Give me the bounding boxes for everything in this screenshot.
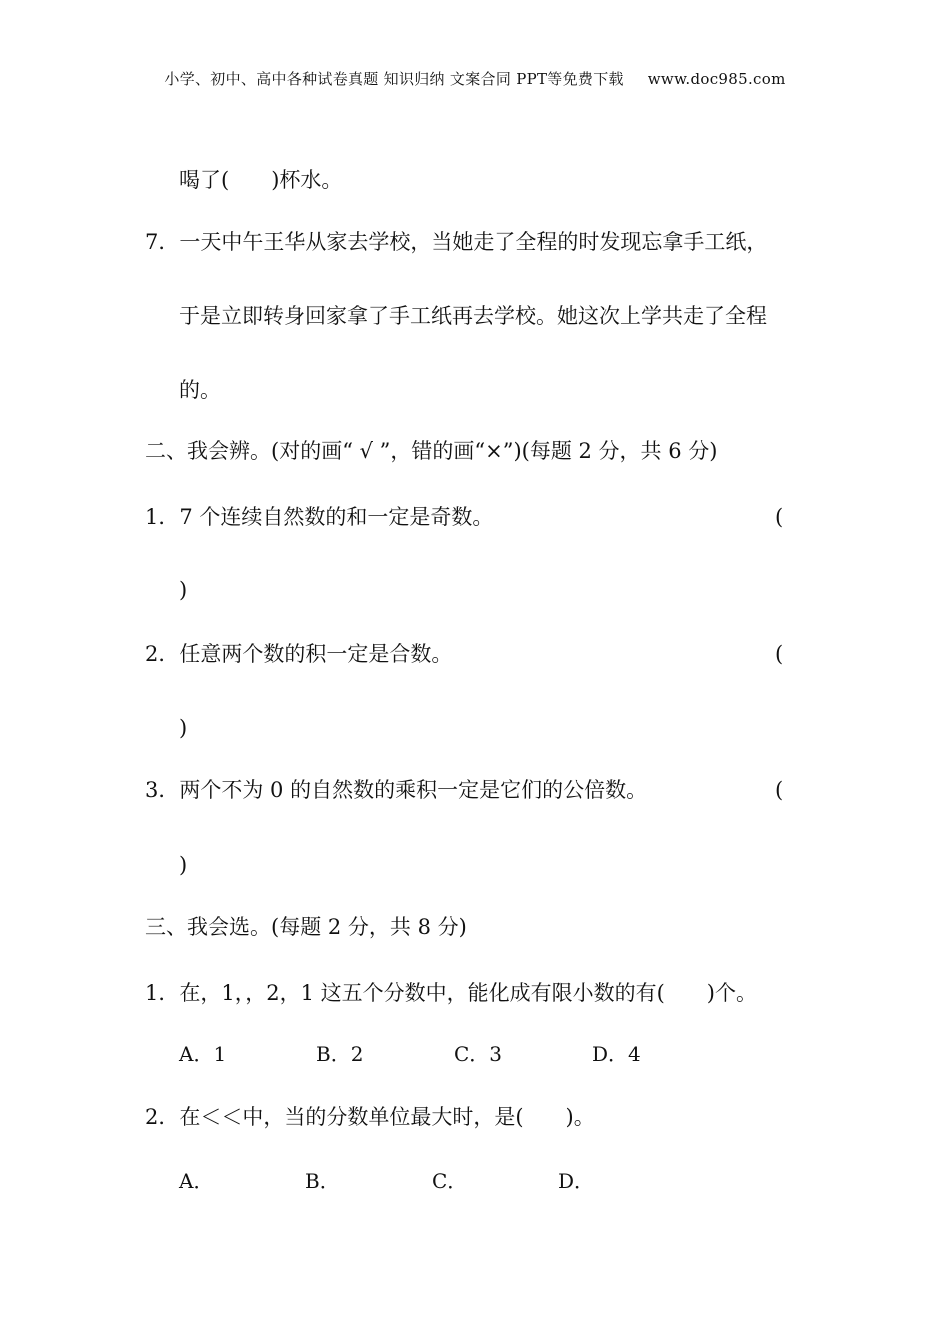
question-7-line-1: 7．一天中午王华从家去学校，当她走了全程的时发现忘拿手工纸， (145, 230, 768, 254)
judge-item-3-open-paren: ( (775, 778, 784, 802)
choice-q2-option-c: C． (432, 1169, 468, 1193)
choice-q1-option-b: B．2 (316, 1042, 364, 1066)
judge-item-3-text: 3．两个不为 0 的自然数的乘积一定是它们的公倍数。 (145, 778, 648, 802)
header-site-link[interactable]: www.doc985.com (647, 70, 786, 88)
section-3-heading: 三、我会选。(每题 2 分，共 8 分) (145, 915, 467, 939)
choice-q2-option-a: A． (179, 1169, 214, 1193)
choice-q1-option-d: D．4 (592, 1042, 641, 1066)
choice-q2-option-d: D． (558, 1169, 595, 1193)
choice-question-1-text: 1．在，1，，2，1 这五个分数中，能化成有限小数的有( )个。 (145, 981, 758, 1005)
question-6-continuation: 喝了( )杯水。 (179, 168, 343, 192)
judge-item-2-open-paren: ( (775, 642, 784, 666)
page-header (0, 68, 950, 89)
judge-item-1-close-paren: ) (179, 578, 188, 602)
question-7-line-3: 的。 (179, 378, 221, 402)
judge-item-1-open-paren: ( (775, 505, 784, 529)
judge-item-1-text: 1．7 个连续自然数的和一定是奇数。 (145, 505, 494, 529)
question-7-line-2: 于是立即转身回家拿了手工纸再去学校。她这次上学共走了全程 (179, 304, 767, 328)
header-title: 小学、初中、高中各种试卷真题 知识归纳 文案合同 PPT等免费下载 (164, 70, 624, 88)
choice-q2-option-b: B． (305, 1169, 340, 1193)
choice-q1-option-c: C．3 (454, 1042, 503, 1066)
choice-question-2-text: 2．在＜＜中，当的分数单位最大时，是( )。 (145, 1105, 595, 1129)
judge-item-3-close-paren: ) (179, 853, 188, 877)
judge-item-2-close-paren: ) (179, 716, 188, 740)
judge-item-2-text: 2．任意两个数的积一定是合数。 (145, 642, 453, 666)
choice-q1-option-a: A．1 (179, 1042, 227, 1066)
section-2-heading: 二、我会辨。(对的画“ √ ”，错的画“×”)(每题 2 分，共 6 分) (145, 439, 718, 463)
